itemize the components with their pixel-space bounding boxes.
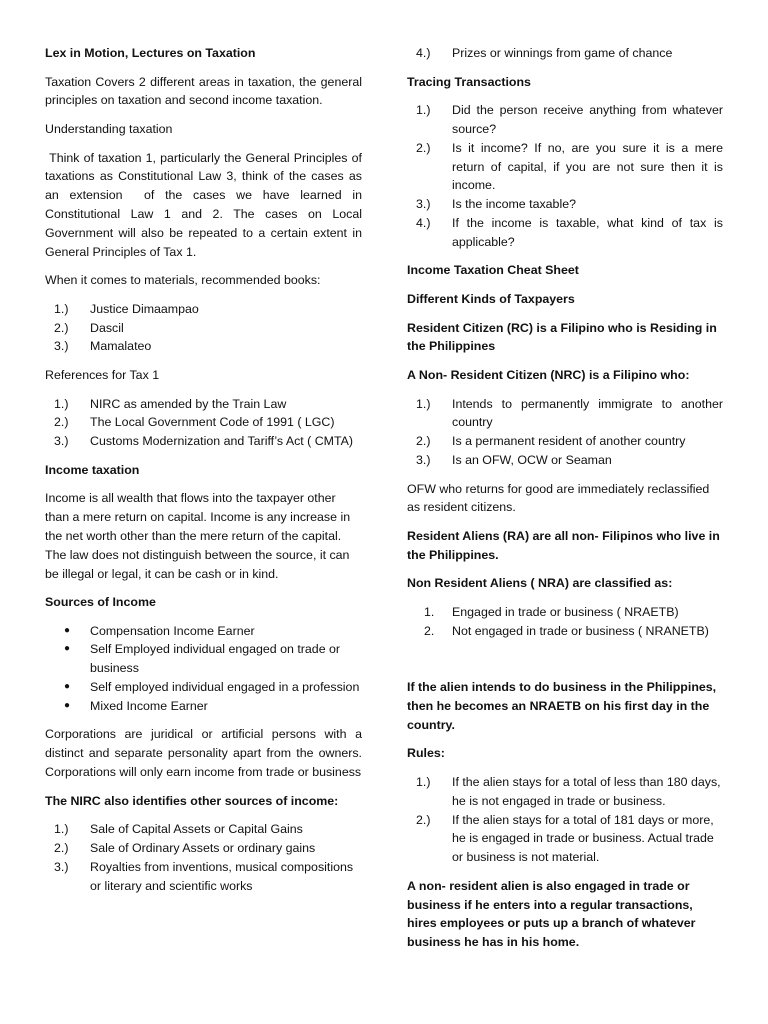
- resident-citizen-paragraph: Resident Citizen (RC) is a Filipino who is Residing in the Philippines: [407, 320, 717, 354]
- bullet-icon: ●: [64, 699, 71, 711]
- list-item: 2.) Is it income? If no, are you sure it is a mere return of capital, if you are not sure then it is income.: [416, 140, 723, 193]
- references-list: [45, 395, 362, 451]
- list-item: 2. Not engaged in trade or business ( NRANETB): [424, 623, 709, 638]
- ofw-paragraph: OFW who returns for good are immediately reclassified as resident citizens.: [407, 481, 710, 515]
- final-paragraph: A non- resident alien is also engaged in trade or business if he enters into a regular transactions, hires employees or puts up a branch of whatever business he has in his home.: [407, 878, 696, 950]
- list-item: 4.) Prizes or winnings from game of chance: [416, 46, 673, 60]
- nra-list: [407, 603, 723, 641]
- left-column: [45, 44, 366, 905]
- list-item: ● Self employed individual engaged in a profession: [45, 678, 362, 697]
- right-column: [407, 44, 723, 962]
- list-item: 1.) Did the person receive anything from whatever source?: [416, 103, 723, 136]
- sources-list: [45, 622, 362, 716]
- list-item: 3.) Is an OFW, OCW or Seaman: [416, 452, 612, 467]
- list-item: ● Compensation Income Earner: [45, 622, 362, 641]
- nirc-sources-list: [45, 820, 362, 895]
- nirc-heading: The NIRC also identifies other sources of income:: [45, 793, 339, 808]
- sources-heading: Sources of Income: [45, 595, 156, 610]
- kinds-heading: Different Kinds of Taxpayers: [407, 291, 575, 306]
- tracing-list: [407, 101, 723, 251]
- understanding-heading: Understanding taxation: [45, 121, 173, 136]
- document-title: Lex in Motion, Lectures on Taxation: [45, 46, 256, 60]
- references-heading: References for Tax 1: [45, 367, 160, 382]
- list-item: ● Mixed Income Earner: [45, 697, 362, 716]
- books-list: [45, 300, 362, 356]
- bullet-icon: ●: [64, 643, 71, 655]
- list-item: 1.) Justice Dimaampao: [54, 301, 199, 316]
- rules-heading: Rules:: [407, 746, 445, 761]
- spacer: [407, 650, 723, 678]
- understanding-paragraph: Think of taxation 1, particularly the General Principles of taxations as Constitutional Law 3, think of the cases as an extension of the cases we have learned in Constitutional Law 1 and 2. The cases on Local Government will also be repeated to a certain extent in General Principles of Tax 1.: [45, 150, 366, 259]
- corporations-paragraph: Corporations are juridical or artificial persons with a distinct and separate personality apart from the owners. Corporations will only earn income from trade or business: [45, 727, 362, 780]
- list-item: 2.) If the alien stays for a total of 181 days or more, he is engaged in trade or business. Actual trade or business is not material.: [416, 812, 714, 865]
- list-item: 1.) Intends to permanently immigrate to another country: [416, 396, 723, 430]
- rules-list: [407, 773, 723, 867]
- nirc-sources-list-continued: [407, 44, 723, 63]
- list-item: ● Self Employed individual engaged on trade or business: [64, 642, 341, 676]
- books-heading: When it comes to materials, recommended books:: [45, 273, 321, 288]
- list-item: 1. Engaged in trade or business ( NRAETB): [424, 604, 679, 619]
- list-item: 3.) Customs Modernization and Tariff’s Act ( CMTA): [54, 434, 354, 449]
- alien-business-paragraph: If the alien intends to do business in the Philippines, then he becomes an NRAETB on his first day in the country.: [407, 680, 717, 732]
- nrc-heading: A Non- Resident Citizen (NRC) is a Filipino who:: [407, 367, 690, 382]
- income-heading: Income taxation: [45, 462, 140, 477]
- list-item: 1.) NIRC as amended by the Train Law: [54, 396, 287, 411]
- bullet-icon: ●: [64, 681, 71, 693]
- resident-aliens-paragraph: Resident Aliens (RA) are all non- Filipinos who live in the Philippines.: [407, 528, 720, 562]
- nrc-list: [407, 395, 723, 470]
- list-item: 3.) Is the income taxable?: [416, 197, 576, 212]
- list-item: 2.) Dascil: [54, 320, 124, 335]
- list-item: 1.) If the alien stays for a total of less than 180 days, he is not engaged in trade or business.: [416, 775, 721, 808]
- list-item: 3.) Royalties from inventions, musical compositions or literary and scientific works: [54, 859, 354, 893]
- list-item: 2.) Is a permanent resident of another country: [416, 434, 686, 449]
- tracing-heading: Tracing Transactions: [407, 74, 531, 89]
- cheat-sheet-heading: Income Taxation Cheat Sheet: [407, 263, 579, 278]
- income-paragraph: Income is all wealth that flows into the taxpayer other than a mere return on capital. Income is any increase in the net worth other than the mere return of the capital. The law does not distinguish between the source, it can be illegal or legal, it can be cash or in kind.: [45, 491, 351, 581]
- list-item: 4.) If the income is taxable, what kind of tax is applicable?: [416, 215, 723, 249]
- bullet-icon: ●: [64, 624, 71, 636]
- list-item: 2.) The Local Government Code of 1991 ( LGC): [54, 415, 335, 430]
- list-item: 2.) Sale of Ordinary Assets or ordinary gains: [54, 841, 316, 856]
- list-item: 3.) Mamalateo: [54, 339, 152, 354]
- list-item: 1.) Sale of Capital Assets or Capital Gains: [54, 822, 303, 837]
- intro-paragraph: Taxation Covers 2 different areas in taxation, the general principles on taxation and second income taxation.: [45, 74, 362, 108]
- nra-heading: Non Resident Aliens ( NRA) are classified as:: [407, 576, 673, 591]
